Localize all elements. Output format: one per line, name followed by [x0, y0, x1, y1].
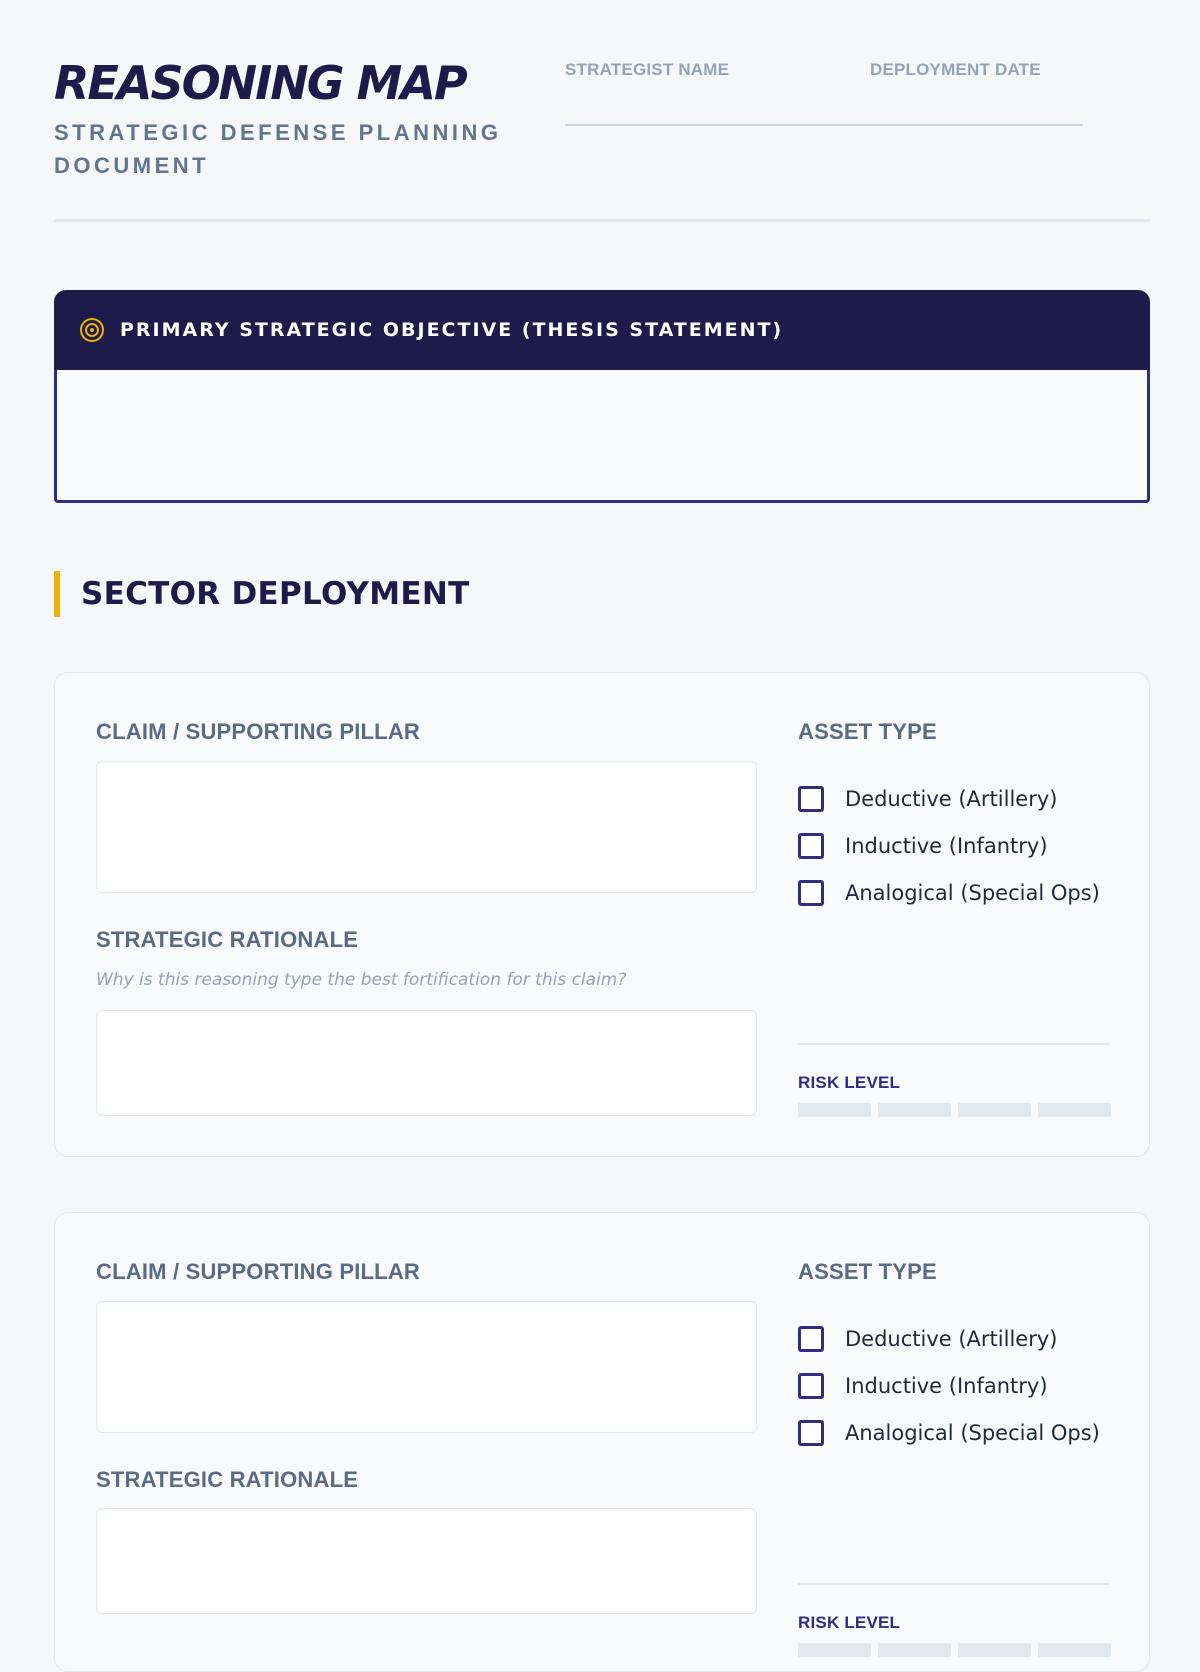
- asset-option-label: Deductive (Artillery): [845, 1326, 1058, 1351]
- asset-type-label: ASSET TYPE: [798, 719, 937, 744]
- checkbox[interactable]: [798, 786, 824, 812]
- page-subtitle: STRATEGIC DEFENSE PLANNING DOCUMENT: [54, 120, 502, 178]
- asset-option-label: Inductive (Infantry): [845, 1373, 1048, 1398]
- asset-option-inductive[interactable]: [798, 1362, 1100, 1409]
- asset-option-label: Deductive (Artillery): [845, 786, 1058, 811]
- page-title: REASONING MAP: [54, 56, 466, 110]
- risk-segment[interactable]: [878, 1643, 951, 1657]
- asset-option-inductive[interactable]: [798, 822, 1100, 869]
- checkbox[interactable]: [798, 880, 824, 906]
- checkbox[interactable]: [798, 1373, 824, 1399]
- claim-label: CLAIM / SUPPORTING PILLAR: [96, 1259, 420, 1284]
- asset-option-label: Inductive (Infantry): [845, 833, 1048, 858]
- claim-input[interactable]: [96, 1301, 757, 1433]
- checkbox[interactable]: [798, 833, 824, 859]
- asset-type-label: ASSET TYPE: [798, 1259, 937, 1284]
- thesis-card: [54, 290, 1150, 503]
- asset-option-label: Analogical (Special Ops): [845, 880, 1100, 905]
- thesis-title: PRIMARY STRATEGIC OBJECTIVE (THESIS STATEMENT): [120, 319, 784, 341]
- meta-fields[interactable]: [565, 60, 1083, 126]
- risk-segment[interactable]: [958, 1643, 1031, 1657]
- claim-input[interactable]: [96, 761, 757, 893]
- risk-level-meter[interactable]: [798, 1103, 1111, 1117]
- checkbox[interactable]: [798, 1420, 824, 1446]
- section-title: SECTOR DEPLOYMENT: [81, 576, 470, 612]
- rationale-input[interactable]: [96, 1508, 757, 1614]
- risk-divider: [798, 1583, 1109, 1585]
- asset-option-label: Analogical (Special Ops): [845, 1420, 1100, 1445]
- asset-type-options: [798, 1315, 1100, 1456]
- risk-segment[interactable]: [1038, 1103, 1111, 1117]
- target-icon: [80, 318, 104, 342]
- rationale-hint: Why is this reasoning type the best fortification for this claim?: [96, 970, 627, 990]
- thesis-header: [54, 290, 1150, 370]
- risk-segment[interactable]: [958, 1103, 1031, 1117]
- claim-label: CLAIM / SUPPORTING PILLAR: [96, 719, 420, 744]
- risk-segment[interactable]: [878, 1103, 951, 1117]
- asset-option-deductive[interactable]: [798, 775, 1100, 822]
- risk-level-label: RISK LEVEL: [798, 1613, 901, 1632]
- risk-level-label: RISK LEVEL: [798, 1073, 901, 1092]
- sector-card: [54, 672, 1150, 1157]
- sector-card: [54, 1212, 1150, 1672]
- section-heading: [54, 571, 470, 617]
- rationale-label: STRATEGIC RATIONALE: [96, 1467, 359, 1492]
- rationale-label: STRATEGIC RATIONALE: [96, 927, 359, 952]
- checkbox[interactable]: [798, 1326, 824, 1352]
- asset-option-analogical[interactable]: [798, 869, 1100, 916]
- risk-segment[interactable]: [798, 1103, 871, 1117]
- rationale-input[interactable]: [96, 1010, 757, 1116]
- asset-option-deductive[interactable]: [798, 1315, 1100, 1362]
- asset-option-analogical[interactable]: [798, 1409, 1100, 1456]
- risk-segment[interactable]: [798, 1643, 871, 1657]
- section-accent-bar: [54, 571, 60, 617]
- risk-divider: [798, 1043, 1109, 1045]
- thesis-input[interactable]: [54, 370, 1150, 503]
- strategist-name-label: STRATEGIST NAME: [565, 60, 730, 79]
- asset-type-options: [798, 775, 1100, 916]
- risk-segment[interactable]: [1038, 1643, 1111, 1657]
- deployment-date-label: DEPLOYMENT DATE: [870, 60, 1041, 79]
- document-header: [54, 56, 1150, 222]
- risk-level-meter[interactable]: [798, 1643, 1111, 1657]
